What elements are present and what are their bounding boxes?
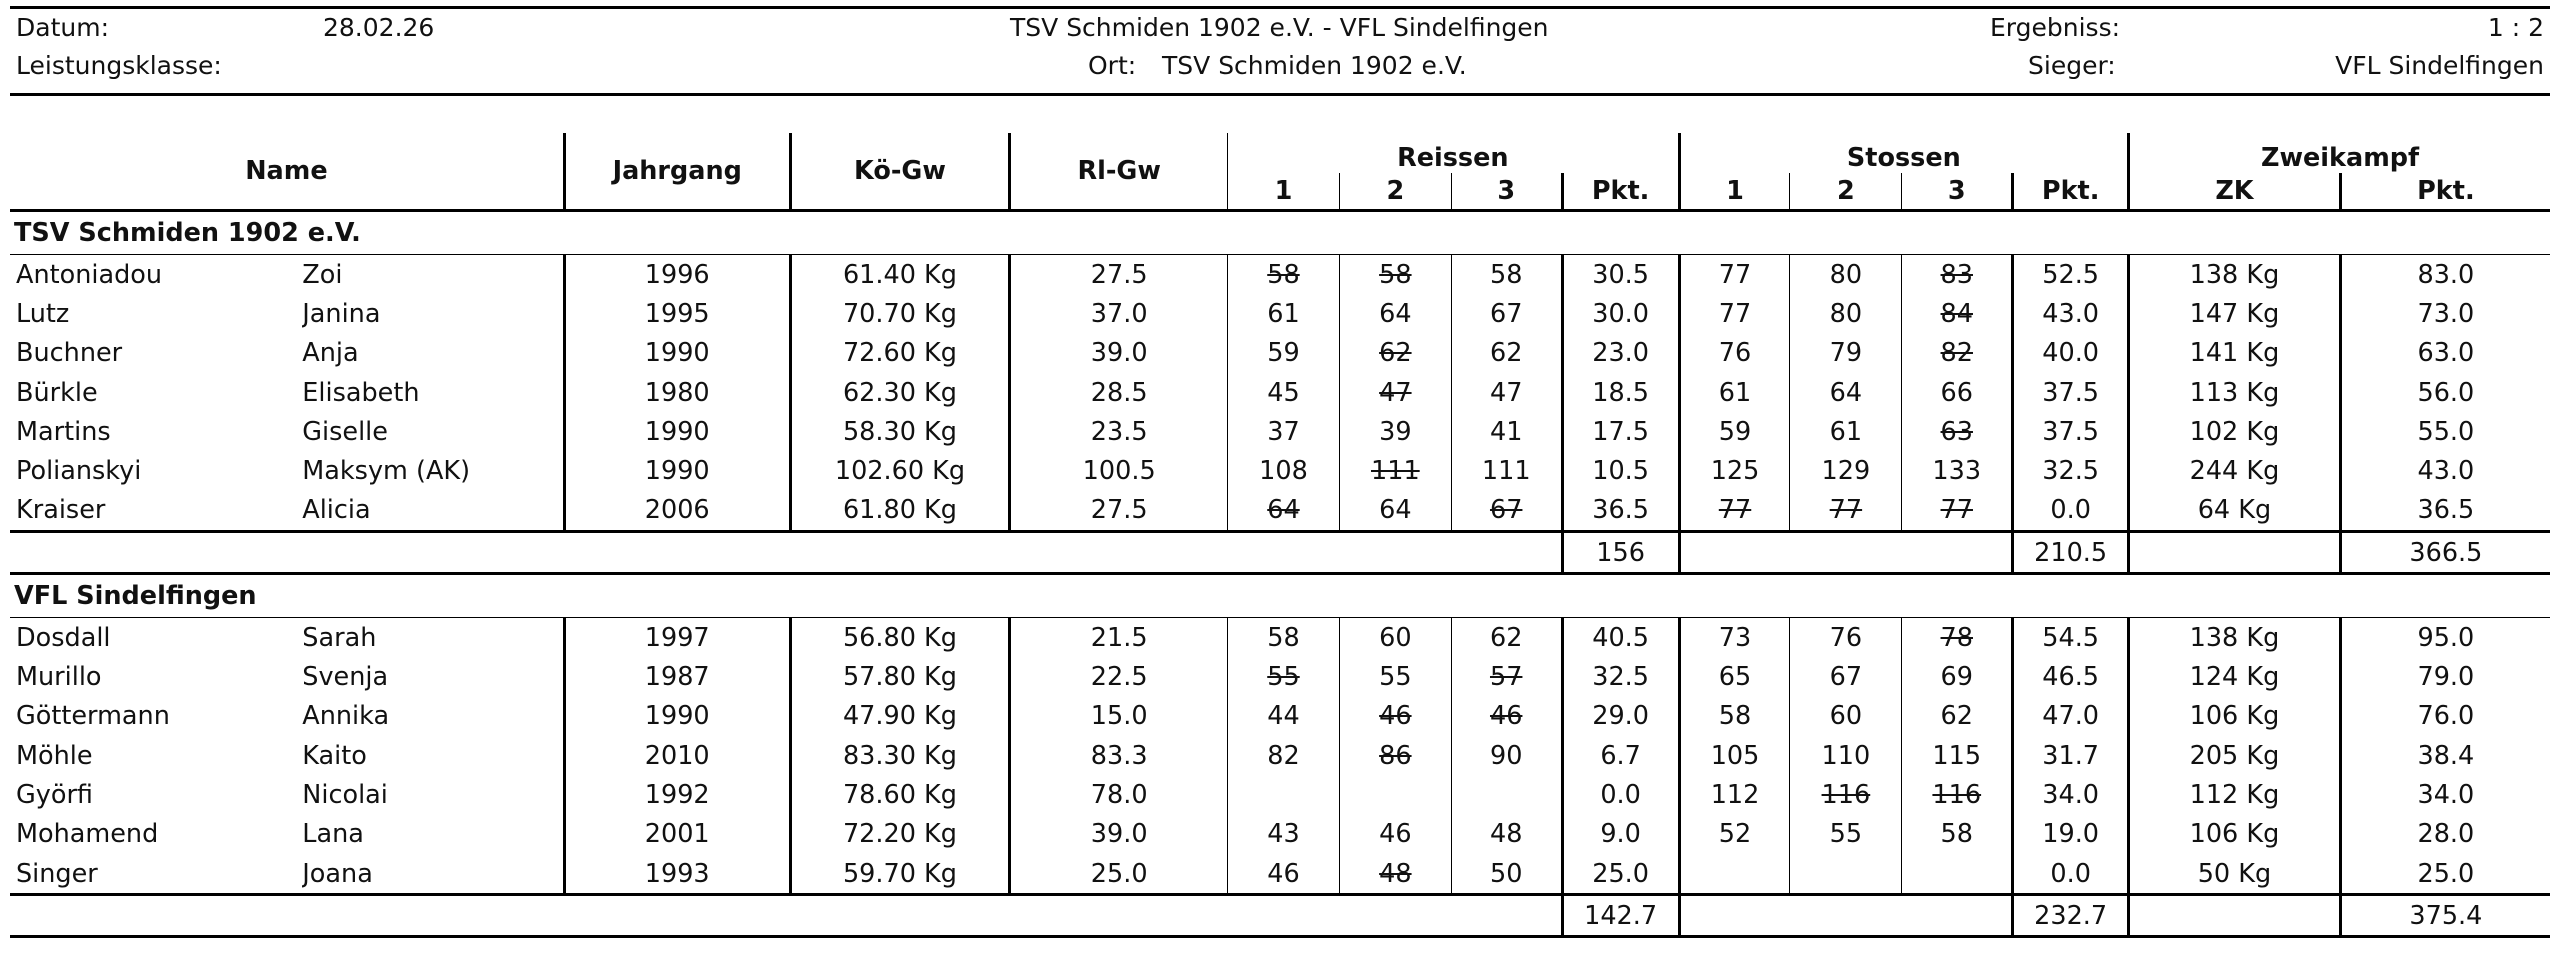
stossen-attempt-1: 58 [1679,697,1790,736]
stossen-attempt-1: 112 [1679,775,1790,814]
col-name: Name [10,133,564,211]
reissen-attempt-2: 58 [1339,255,1451,295]
reissen-attempt-2: 47 [1339,373,1451,412]
reissen-attempt-1: 108 [1228,451,1340,490]
stossen-attempt-1: 52 [1679,815,1790,854]
zk-cell: 138 Kg [2129,255,2341,295]
athlete-first-name: Lana [302,819,364,850]
zk-cell: 112 Kg [2129,775,2341,814]
reissen-pkt-cell: 40.5 [1562,618,1679,658]
datum-value: 28.02.26 [323,13,435,42]
col-zk-pkt: Pkt. [2340,173,2550,211]
results-table [10,133,2550,938]
rl-gw-cell: 39.0 [1010,334,1228,373]
reissen-pkt-cell: 10.5 [1562,451,1679,490]
reissen-attempt-1: 55 [1228,657,1340,696]
jahrgang-cell: 1990 [564,334,790,373]
koe-gw-cell: 102.60 Kg [790,451,1010,490]
reissen-pkt-cell: 23.0 [1562,334,1679,373]
totals-spacer-stossen [1679,532,2013,574]
col-zk: ZK [2129,173,2341,211]
reissen-attempt-1: 46 [1228,854,1340,895]
zk-pkt-cell: 79.0 [2340,657,2550,696]
reissen-attempt-1: 44 [1228,697,1340,736]
reissen-attempt-3: 47 [1451,373,1562,412]
reissen-attempt-1: 64 [1228,491,1340,532]
stossen-attempt-2: 77 [1790,491,1902,532]
stossen-pkt-cell: 19.0 [2013,815,2129,854]
jahrgang-cell: 1980 [564,373,790,412]
jahrgang-cell: 1993 [564,854,790,895]
stossen-attempt-2: 110 [1790,736,1902,775]
zk-pkt-cell: 56.0 [2340,373,2550,412]
rl-gw-cell: 100.5 [1010,451,1228,490]
athlete-last-name: Györfi [16,779,93,810]
athlete-row [10,736,2550,775]
reissen-attempt-2: 55 [1339,657,1451,696]
athlete-row [10,815,2550,854]
reissen-attempt-1: 37 [1228,412,1340,451]
ort-value: TSV Schmiden 1902 e.V. [1162,51,1467,80]
zk-cell: 106 Kg [2129,815,2341,854]
zk-cell: 50 Kg [2129,854,2341,895]
stossen-pkt-cell: 32.5 [2013,451,2129,490]
stossen-attempt-3 [1902,854,2013,895]
athlete-first-name: Zoi [302,259,343,290]
jahrgang-cell: 2006 [564,491,790,532]
reissen-pkt-cell: 0.0 [1562,775,1679,814]
athlete-first-name: Svenja [302,662,389,693]
reissen-pkt-cell: 36.5 [1562,491,1679,532]
stossen-attempt-2: 80 [1790,294,1902,333]
athlete-row [10,657,2550,696]
stossen-attempt-3: 66 [1902,373,2013,412]
zk-cell: 64 Kg [2129,491,2341,532]
jahrgang-cell: 1990 [564,697,790,736]
zk-cell: 138 Kg [2129,618,2341,658]
reissen-attempt-3: 57 [1451,657,1562,696]
stossen-attempt-3: 84 [1902,294,2013,333]
totals-spacer [10,895,1562,937]
zk-pkt-cell: 34.0 [2340,775,2550,814]
reissen-attempt-3: 111 [1451,451,1562,490]
zk-cell: 106 Kg [2129,697,2341,736]
reissen-attempt-2: 46 [1339,697,1451,736]
athlete-first-name: Joana [302,854,564,895]
zk-cell: 147 Kg [2129,294,2341,333]
zk-cell: 102 Kg [2129,412,2341,451]
stossen-attempt-1: 76 [1679,334,1790,373]
koe-gw-cell: 78.60 Kg [790,775,1010,814]
zk-pkt-cell: 25.0 [2340,854,2550,895]
col-jahrgang: Jahrgang [564,133,790,211]
ergebnis-label: Ergebniss: [1990,13,2121,42]
reissen-pkt-cell: 30.5 [1562,255,1679,295]
athlete-row [10,294,2550,333]
col-stossen-2: 2 [1790,173,1902,211]
koe-gw-cell: 70.70 Kg [790,294,1010,333]
rl-gw-cell: 21.5 [1010,618,1228,658]
zk-pkt-cell: 38.4 [2340,736,2550,775]
koe-gw-cell: 83.30 Kg [790,736,1010,775]
stossen-attempt-2: 61 [1790,412,1902,451]
reissen-attempt-2: 111 [1339,451,1451,490]
stossen-attempt-1: 77 [1679,491,1790,532]
stossen-attempt-2: 60 [1790,697,1902,736]
zk-cell: 124 Kg [2129,657,2341,696]
athlete-row [10,373,2550,412]
totals-spacer-zk [2129,895,2341,937]
team-row [10,211,2550,255]
athlete-row [10,697,2550,736]
rl-gw-cell: 25.0 [1010,854,1228,895]
totals-spacer-zk [2129,532,2341,574]
reissen-pkt-cell: 25.0 [1562,854,1679,895]
reissen-total: 142.7 [1562,895,1679,937]
reissen-attempt-3: 62 [1451,334,1562,373]
stossen-attempt-3: 116 [1902,775,2013,814]
rl-gw-cell: 39.0 [1010,815,1228,854]
athlete-row [10,491,2550,532]
team-totals-row [10,895,2550,937]
col-reissen-2: 2 [1339,173,1451,211]
zk-pkt-cell: 63.0 [2340,334,2550,373]
athlete-first-name: Elisabeth [302,377,420,408]
rl-gw-cell: 28.5 [1010,373,1228,412]
stossen-attempt-2: 80 [1790,255,1902,295]
zweikampf-total: 375.4 [2340,895,2550,937]
reissen-attempt-2: 46 [1339,815,1451,854]
reissen-attempt-1: 45 [1228,373,1340,412]
koe-gw-cell: 57.80 Kg [790,657,1010,696]
reissen-pkt-cell: 30.0 [1562,294,1679,333]
zk-pkt-cell: 43.0 [2340,451,2550,490]
jahrgang-cell: 1996 [564,255,790,295]
athlete-row [10,775,2550,814]
rl-gw-cell: 37.0 [1010,294,1228,333]
rl-gw-cell: 27.5 [1010,491,1228,532]
reissen-attempt-1: 82 [1228,736,1340,775]
zweikampf-total: 366.5 [2340,532,2550,574]
col-stossen-pkt: Pkt. [2013,173,2129,211]
athlete-last-name: Dosdall [16,622,111,653]
reissen-attempt-2: 60 [1339,618,1451,658]
athlete-first-name: Janina [302,298,381,329]
stossen-attempt-1: 73 [1679,618,1790,658]
stossen-attempt-2: 64 [1790,373,1902,412]
rl-gw-cell: 83.3 [1010,736,1228,775]
athlete-last-name: Singer [10,854,302,895]
reissen-attempt-3: 46 [1451,697,1562,736]
athlete-last-name: Buchner [16,338,123,369]
koe-gw-cell: 47.90 Kg [790,697,1010,736]
rl-gw-cell: 15.0 [1010,697,1228,736]
zk-pkt-cell: 73.0 [2340,294,2550,333]
reissen-attempt-2: 48 [1339,854,1451,895]
stossen-attempt-1: 61 [1679,373,1790,412]
ort-label: Ort: [1088,51,1137,80]
reissen-pkt-cell: 9.0 [1562,815,1679,854]
zk-cell: 205 Kg [2129,736,2341,775]
stossen-total: 232.7 [2013,895,2129,937]
stossen-attempt-1: 105 [1679,736,1790,775]
stossen-attempt-1 [1679,854,1790,895]
athlete-row [10,618,2550,658]
reissen-pkt-cell: 17.5 [1562,412,1679,451]
zk-cell: 141 Kg [2129,334,2341,373]
rl-gw-cell: 27.5 [1010,255,1228,295]
totals-spacer [10,532,1562,574]
stossen-pkt-cell: 43.0 [2013,294,2129,333]
stossen-attempt-3: 62 [1902,697,2013,736]
jahrgang-cell: 1990 [564,451,790,490]
team-totals-row [10,532,2550,574]
stossen-pkt-cell: 34.0 [2013,775,2129,814]
stossen-attempt-3: 69 [1902,657,2013,696]
stossen-attempt-1: 65 [1679,657,1790,696]
reissen-attempt-3 [1451,775,1562,814]
sieger-label: Sieger: [2028,51,2116,80]
stossen-pkt-cell: 0.0 [2013,491,2129,532]
stossen-attempt-3: 58 [1902,815,2013,854]
stossen-attempt-3: 77 [1902,491,2013,532]
stossen-attempt-2: 55 [1790,815,1902,854]
jahrgang-cell: 1995 [564,294,790,333]
reissen-attempt-2: 64 [1339,294,1451,333]
koe-gw-cell: 61.40 Kg [790,255,1010,295]
reissen-pkt-cell: 32.5 [1562,657,1679,696]
athlete-last-name: Murillo [16,662,102,693]
athlete-first-name: Alicia [302,491,564,532]
totals-spacer-stossen [1679,895,2013,937]
reissen-attempt-1: 43 [1228,815,1340,854]
reissen-attempt-1: 59 [1228,334,1340,373]
reissen-pkt-cell: 6.7 [1562,736,1679,775]
reissen-pkt-cell: 18.5 [1562,373,1679,412]
stossen-attempt-1: 125 [1679,451,1790,490]
rl-gw-cell: 23.5 [1010,412,1228,451]
zk-pkt-cell: 28.0 [2340,815,2550,854]
reissen-attempt-1: 61 [1228,294,1340,333]
koe-gw-cell: 56.80 Kg [790,618,1010,658]
athlete-row [10,451,2550,490]
stossen-attempt-1: 77 [1679,294,1790,333]
col-stossen-1: 1 [1679,173,1790,211]
sieger-value: VFL Sindelfingen [2335,51,2544,80]
rl-gw-cell: 22.5 [1010,657,1228,696]
athlete-first-name: Annika [302,701,390,732]
athlete-row [10,412,2550,451]
col-reissen-3: 3 [1451,173,1562,211]
koe-gw-cell: 62.30 Kg [790,373,1010,412]
athlete-row [10,334,2550,373]
reissen-attempt-2: 62 [1339,334,1451,373]
athlete-first-name: Giselle [302,416,388,447]
col-koe-gw: Kö-Gw [790,133,1010,211]
match-header [10,6,2550,96]
reissen-attempt-3: 62 [1451,618,1562,658]
reissen-attempt-1: 58 [1228,255,1340,295]
col-reissen: Reissen [1228,133,1680,173]
reissen-pkt-cell: 29.0 [1562,697,1679,736]
stossen-pkt-cell: 37.5 [2013,373,2129,412]
stossen-attempt-1: 59 [1679,412,1790,451]
athlete-last-name: Polianskyi [16,456,142,487]
stossen-attempt-2: 76 [1790,618,1902,658]
match-title: TSV Schmiden 1902 e.V. - VFL Sindelfingen [1010,13,1549,42]
reissen-total: 156 [1562,532,1679,574]
zk-cell: 244 Kg [2129,451,2341,490]
reissen-attempt-1: 58 [1228,618,1340,658]
athlete-first-name: Kaito [302,740,367,771]
team-row [10,574,2550,618]
athlete-last-name: Mohamend [16,819,159,850]
jahrgang-cell: 1990 [564,412,790,451]
koe-gw-cell: 59.70 Kg [790,854,1010,895]
reissen-attempt-3: 67 [1451,294,1562,333]
athlete-last-name: Kraiser [10,491,302,532]
athlete-last-name: Möhle [16,740,93,771]
stossen-total: 210.5 [2013,532,2129,574]
athlete-last-name: Bürkle [16,377,98,408]
koe-gw-cell: 72.60 Kg [790,334,1010,373]
stossen-pkt-cell: 47.0 [2013,697,2129,736]
reissen-attempt-3: 48 [1451,815,1562,854]
stossen-attempt-3: 63 [1902,412,2013,451]
datum-label: Datum: [16,13,109,42]
athlete-first-name: Anja [302,338,359,369]
koe-gw-cell: 61.80 Kg [790,491,1010,532]
athlete-last-name: Lutz [16,298,70,329]
jahrgang-cell: 1987 [564,657,790,696]
klasse-label: Leistungsklasse: [16,51,222,80]
zk-cell: 113 Kg [2129,373,2341,412]
reissen-attempt-2: 86 [1339,736,1451,775]
reissen-attempt-3: 67 [1451,491,1562,532]
stossen-pkt-cell: 31.7 [2013,736,2129,775]
athlete-first-name: Sarah [302,622,377,653]
stossen-attempt-3: 115 [1902,736,2013,775]
reissen-attempt-1 [1228,775,1340,814]
col-stossen: Stossen [1679,133,2129,173]
stossen-pkt-cell: 0.0 [2013,854,2129,895]
jahrgang-cell: 1997 [564,618,790,658]
reissen-attempt-3: 41 [1451,412,1562,451]
team-name: VFL Sindelfingen [10,574,2550,618]
athlete-last-name: Antoniadou [16,259,163,290]
koe-gw-cell: 58.30 Kg [790,412,1010,451]
athlete-row [10,854,2550,895]
stossen-pkt-cell: 40.0 [2013,334,2129,373]
zk-pkt-cell: 95.0 [2340,618,2550,658]
stossen-attempt-2 [1790,854,1902,895]
reissen-attempt-3: 50 [1451,854,1562,895]
col-stossen-3: 3 [1902,173,2013,211]
reissen-attempt-2 [1339,775,1451,814]
reissen-attempt-3: 58 [1451,255,1562,295]
col-rl-gw: Rl-Gw [1010,133,1228,211]
stossen-attempt-2: 116 [1790,775,1902,814]
stossen-attempt-3: 83 [1902,255,2013,295]
stossen-pkt-cell: 37.5 [2013,412,2129,451]
stossen-pkt-cell: 54.5 [2013,618,2129,658]
rl-gw-cell: 78.0 [1010,775,1228,814]
zk-pkt-cell: 83.0 [2340,255,2550,295]
stossen-attempt-3: 78 [1902,618,2013,658]
athlete-row [10,255,2550,295]
jahrgang-cell: 2001 [564,815,790,854]
reissen-attempt-2: 39 [1339,412,1451,451]
zk-pkt-cell: 36.5 [2340,491,2550,532]
ergebnis-value: 1 : 2 [2487,13,2544,42]
zk-pkt-cell: 55.0 [2340,412,2550,451]
athlete-last-name: Martins [16,416,111,447]
col-reissen-1: 1 [1228,173,1340,211]
stossen-attempt-3: 133 [1902,451,2013,490]
stossen-attempt-1: 77 [1679,255,1790,295]
team-name: TSV Schmiden 1902 e.V. [10,211,2550,255]
zk-pkt-cell: 76.0 [2340,697,2550,736]
athlete-last-name: Göttermann [16,701,170,732]
koe-gw-cell: 72.20 Kg [790,815,1010,854]
athlete-first-name: Maksym (AK) [302,456,471,487]
col-zweikampf: Zweikampf [2129,133,2550,173]
stossen-attempt-2: 79 [1790,334,1902,373]
stossen-attempt-2: 129 [1790,451,1902,490]
stossen-pkt-cell: 52.5 [2013,255,2129,295]
reissen-attempt-2: 64 [1339,491,1451,532]
jahrgang-cell: 1992 [564,775,790,814]
stossen-attempt-2: 67 [1790,657,1902,696]
athlete-first-name: Nicolai [302,779,388,810]
stossen-attempt-3: 82 [1902,334,2013,373]
col-reissen-pkt: Pkt. [1562,173,1679,211]
reissen-attempt-3: 90 [1451,736,1562,775]
stossen-pkt-cell: 46.5 [2013,657,2129,696]
jahrgang-cell: 2010 [564,736,790,775]
